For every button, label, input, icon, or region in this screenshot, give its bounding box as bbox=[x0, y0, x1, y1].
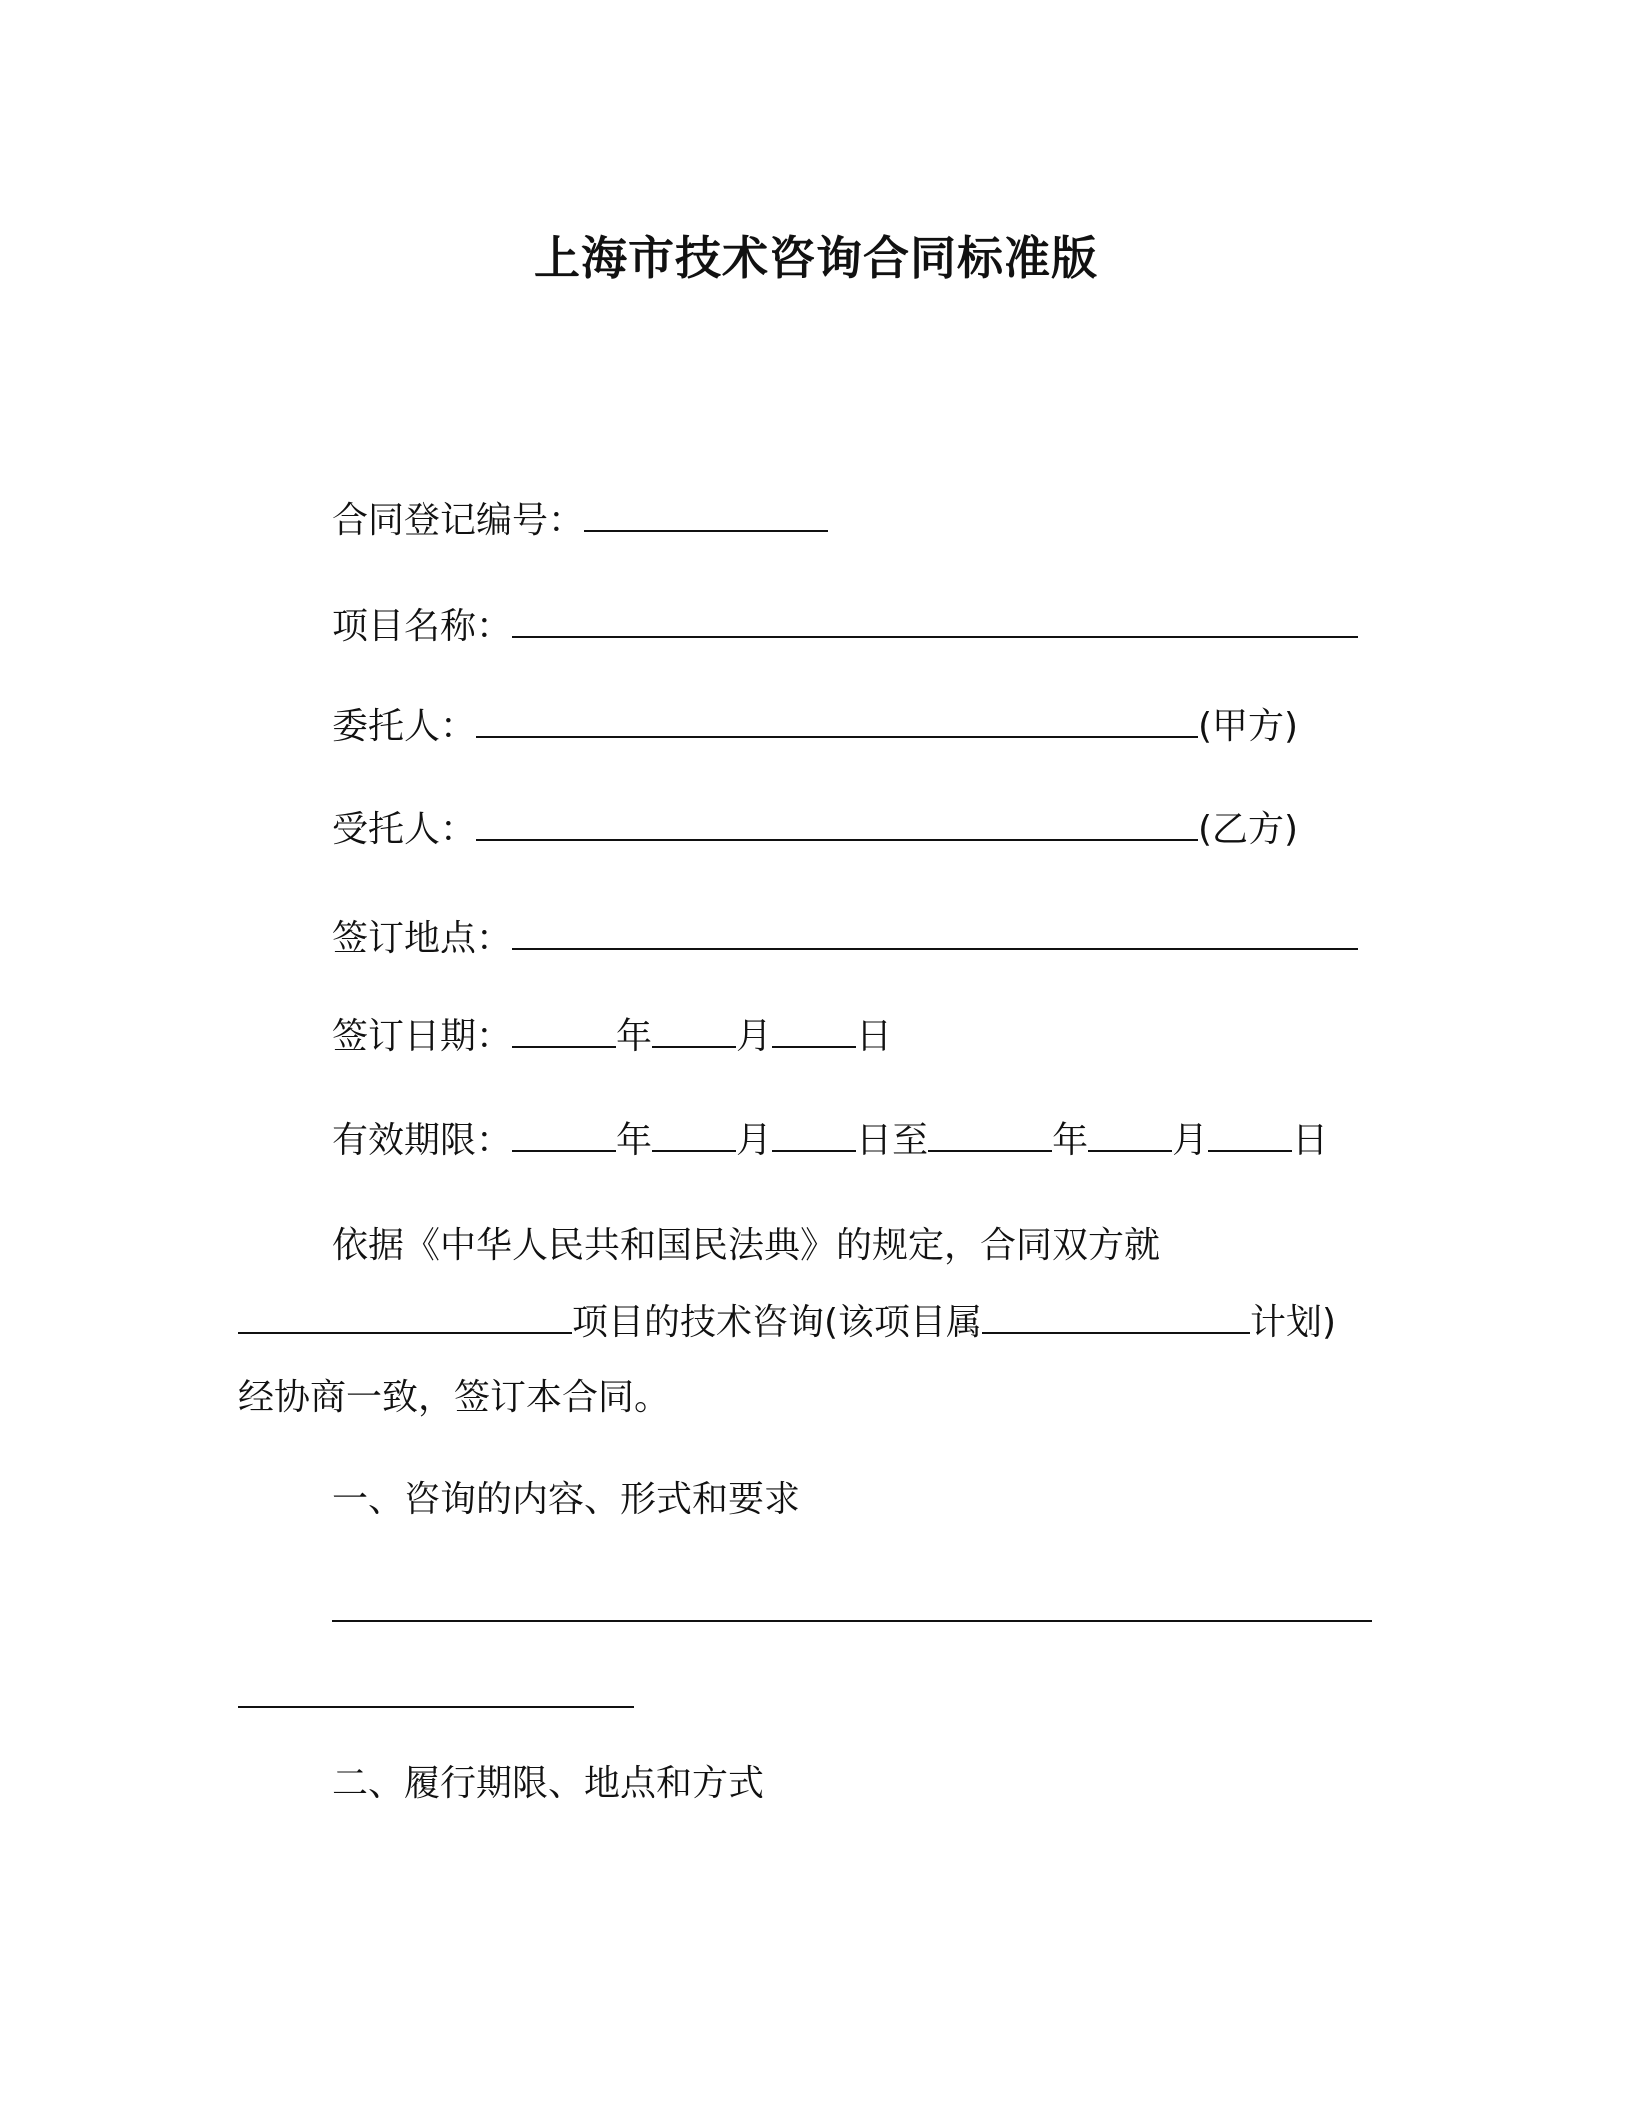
day-label: 日 bbox=[856, 1120, 893, 1161]
signing-date-label: 签订日期： bbox=[332, 1016, 513, 1057]
end-day-blank[interactable] bbox=[1208, 1116, 1292, 1152]
consultant-line bbox=[332, 805, 1298, 854]
section-1-content-line-2 bbox=[238, 1672, 634, 1721]
basis-line-2-end: 计划) bbox=[1250, 1302, 1337, 1343]
valid-period-label: 有效期限： bbox=[332, 1120, 513, 1161]
section-1-content-blank-2[interactable] bbox=[238, 1672, 634, 1708]
day-label: 日 bbox=[856, 1016, 893, 1057]
plan-blank[interactable] bbox=[982, 1298, 1250, 1334]
consultant-label: 受托人： bbox=[332, 809, 477, 850]
valid-period-line bbox=[332, 1116, 1328, 1165]
signing-month-blank[interactable] bbox=[652, 1012, 736, 1048]
month-label: 月 bbox=[736, 1120, 773, 1161]
project-name-blank[interactable] bbox=[512, 602, 1358, 638]
signing-place-label: 签订地点： bbox=[332, 918, 513, 959]
year-label: 年 bbox=[616, 1016, 653, 1057]
month-label: 月 bbox=[736, 1016, 773, 1057]
registration-number-blank[interactable] bbox=[584, 496, 828, 532]
signing-place-line bbox=[332, 914, 1358, 963]
project-name-label: 项目名称： bbox=[332, 606, 513, 647]
signing-place-blank[interactable] bbox=[512, 914, 1358, 950]
year-label: 年 bbox=[1052, 1120, 1089, 1161]
month-label: 月 bbox=[1172, 1120, 1209, 1161]
basis-line-1: 依据《中华人民共和国民法典》的规定，合同双方就 bbox=[332, 1225, 1161, 1266]
client-label: 委托人： bbox=[332, 706, 477, 747]
consultant-suffix: (乙方) bbox=[1198, 809, 1299, 850]
signing-day-blank[interactable] bbox=[772, 1012, 856, 1048]
basis-line-2 bbox=[238, 1298, 1336, 1347]
basis-line-3: 经协商一致，签订本合同。 bbox=[238, 1377, 671, 1418]
consultant-blank[interactable] bbox=[476, 805, 1198, 841]
section-2-heading: 二、履行期限、地点和方式 bbox=[332, 1763, 765, 1804]
start-year-blank[interactable] bbox=[512, 1116, 616, 1152]
project-blank[interactable] bbox=[238, 1298, 572, 1334]
registration-number-line bbox=[332, 496, 828, 545]
end-month-blank[interactable] bbox=[1088, 1116, 1172, 1152]
signing-date-line bbox=[332, 1012, 892, 1061]
day-label: 日 bbox=[1292, 1120, 1329, 1161]
to-label: 至 bbox=[892, 1120, 929, 1161]
document-title: 上海市技术咨询合同标准版 bbox=[534, 231, 1098, 285]
section-1-content-blank-1[interactable] bbox=[332, 1586, 1372, 1622]
client-blank[interactable] bbox=[476, 702, 1198, 738]
end-year-blank[interactable] bbox=[928, 1116, 1052, 1152]
registration-number-label: 合同登记编号： bbox=[332, 500, 585, 541]
start-month-blank[interactable] bbox=[652, 1116, 736, 1152]
signing-year-blank[interactable] bbox=[512, 1012, 616, 1048]
section-1-heading: 一、咨询的内容、形式和要求 bbox=[332, 1479, 801, 1520]
project-name-line bbox=[332, 602, 1358, 651]
client-line bbox=[332, 702, 1298, 751]
year-label: 年 bbox=[616, 1120, 653, 1161]
basis-line-2-middle: 项目的技术咨询(该项目属 bbox=[572, 1302, 983, 1343]
start-day-blank[interactable] bbox=[772, 1116, 856, 1152]
section-1-content-line-1 bbox=[332, 1586, 1372, 1635]
client-suffix: (甲方) bbox=[1198, 706, 1299, 747]
